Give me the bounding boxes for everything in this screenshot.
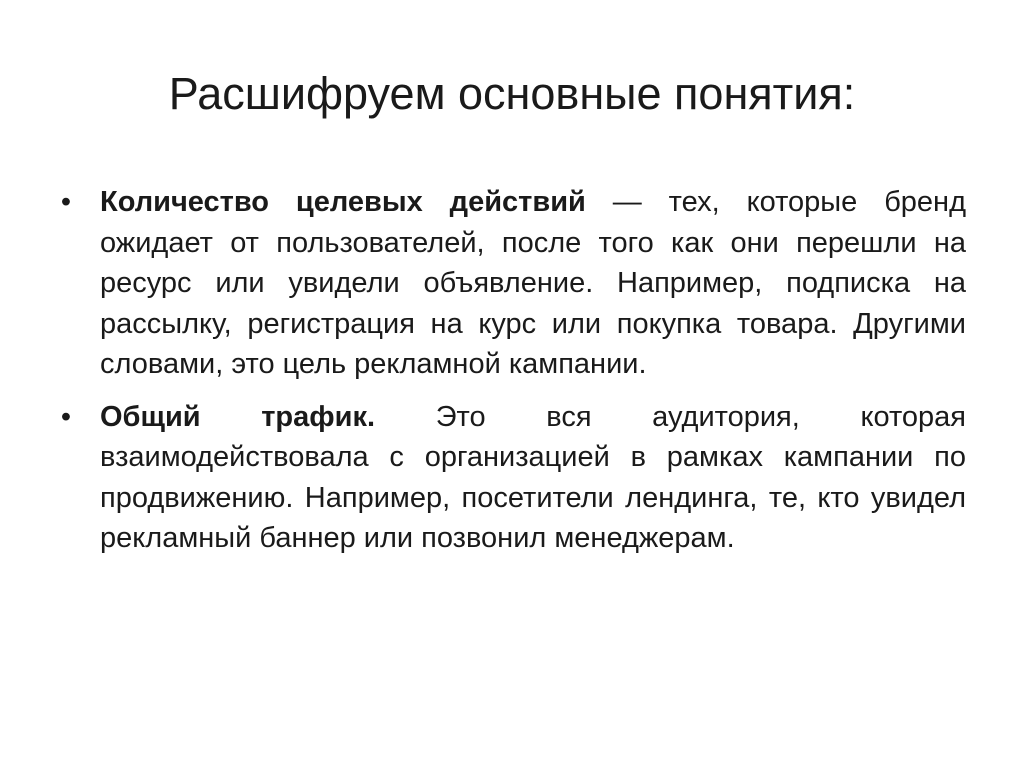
term-target-actions: Количество целевых действий xyxy=(100,186,586,218)
bullet-item-total-traffic xyxy=(56,397,966,559)
slide-title: Расшифруем основные понятия: xyxy=(168,68,856,119)
bullet-icon: • xyxy=(60,186,72,218)
term-total-traffic: Общий трафик. xyxy=(100,400,376,433)
definition-target-actions: — тех, которые бренд ожидает от пользователей, после того как они перешли на ресурс или увидели объявление. Например, подписка на рассылку, регистрация на курс или покупка товара. Другими словами, это цель рекламной кампании. xyxy=(100,186,966,380)
bullet-item-target-actions xyxy=(56,182,966,385)
definition-total-traffic: Это вся аудитория, которая взаимодействовала с организацией в рамках кампании по продвижению. Например, посетители лендинга, те, кто увидел рекламный баннер или позвонил менеджерам. xyxy=(100,400,966,554)
bullet-icon: • xyxy=(60,400,72,433)
bullet-list xyxy=(56,182,966,571)
